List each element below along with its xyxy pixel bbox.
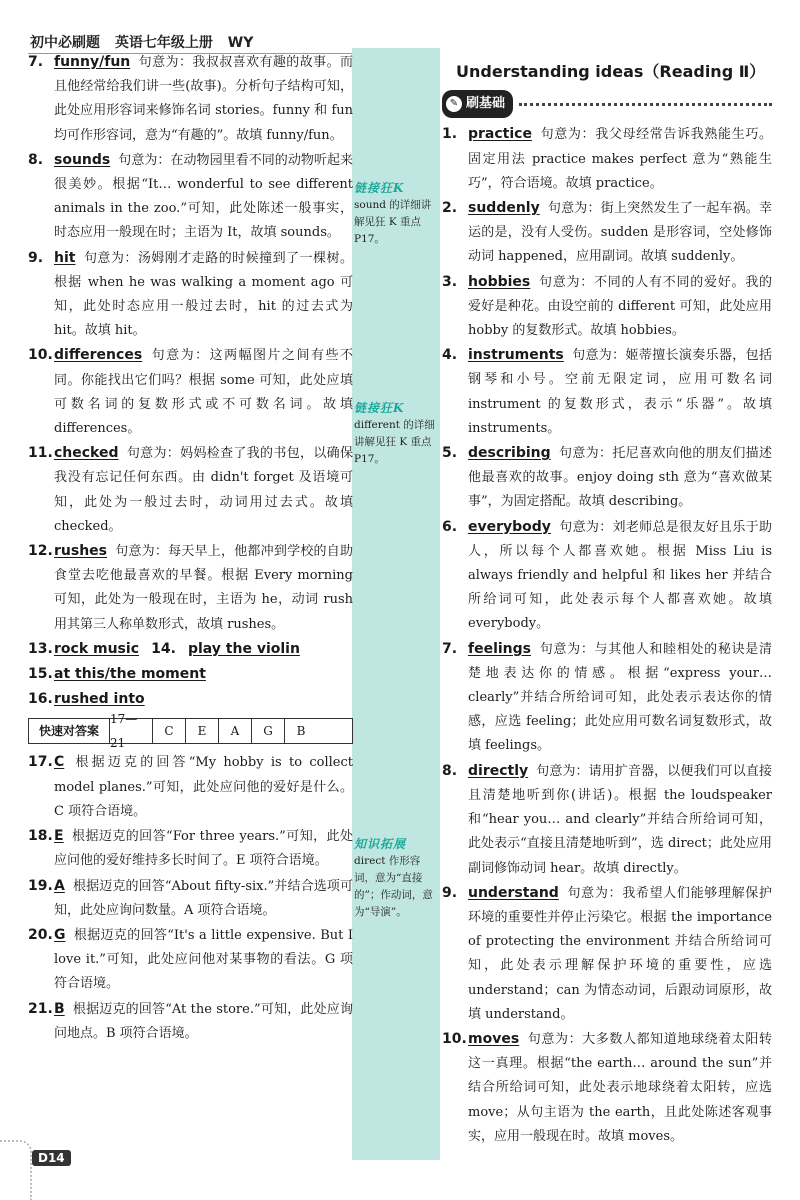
answer-item (442, 1027, 772, 1149)
answer-item (28, 824, 353, 873)
quick-answer-label: 快速对答案 (29, 719, 110, 743)
answer-item (28, 441, 353, 539)
quick-answer-range: 17—21 (110, 719, 153, 743)
item-explanation: 句意为：托尼喜欢向他的朋友们描述他最喜欢的故事。enjoy doing sth 意为“喜欢做某事”，为固定搭配。故填 describing。 (468, 446, 772, 510)
answer-item (28, 539, 353, 637)
answer-item (442, 441, 772, 515)
item-explanation: 句意为：我希望人们能够理解保护环境的重要性并停止污染它。根据 the importance of protecting the environment 并结合所给词可知，此处表示理解保护环境的重要性，应选 understand；can 为情态动词，后跟动词原形，故填 understand。 (468, 885, 772, 1022)
quick-answer-cell: A (219, 719, 252, 743)
item-number: 21. (28, 1000, 53, 1017)
item-number: 1. (442, 126, 458, 143)
item-number: 2. (442, 200, 458, 217)
quick-answer-cell: G (252, 719, 285, 743)
item-answer: understand (468, 884, 559, 901)
note-text: sound 的详细讲解见狂 K 重点 P17。 (354, 199, 432, 245)
item-answer: E (54, 828, 64, 845)
item-explanation: 根据迈克的回答“About fifty-six.”并结合选项可知，此处应询问数量。A 项符合语境。 (54, 878, 353, 918)
item-number: 11. (28, 445, 53, 462)
answer-item (442, 515, 772, 637)
answer-item (442, 881, 772, 1027)
item-explanation: 句意为：在动物园里看不同的动物听起来很美妙。根据“It… wonderful to see different animals in the zoo.”可知，此处陈述一般事实，时态应用一般现在时；主语为 It，故填 sounds。 (54, 152, 353, 241)
margin-note-different (354, 400, 438, 468)
item-number: 20. (28, 926, 53, 943)
item-explanation: 根据迈克的回答“My hobby is to collect model planes.”可知，此处应问他的爱好是什么。C 项符合语境。 (54, 755, 353, 819)
answer-item (442, 343, 772, 441)
item-number: 8. (442, 762, 458, 779)
item-answer: C (54, 754, 65, 771)
item-number: 12. (28, 543, 53, 560)
answer-item (28, 750, 353, 824)
item-number: 18. (28, 828, 53, 845)
item-number: 14. (151, 640, 176, 657)
answer-item (442, 637, 772, 759)
item-number: 17. (28, 754, 53, 771)
item-answer: play the violin (187, 640, 300, 657)
answer-item (28, 997, 353, 1046)
item-number: 15. (28, 666, 53, 683)
book-series: 初中必刷题 (30, 35, 100, 51)
item-number: 16. (28, 691, 53, 708)
item-explanation: 句意为：请用扩音器，以便我们可以直接且清楚地听到你(讲话)。根据 the loudspeaker 和“hear you… and clearly”并结合所给词可知，此处表示“直接且清楚地听到”，选 direct；此处应用副词修饰动词 hear。故填 directly。 (468, 763, 772, 876)
section-badge (442, 90, 513, 118)
answer-item (442, 196, 772, 270)
section-badge-label: 刷基础 (466, 96, 506, 112)
answer-item (28, 148, 353, 246)
quick-answer-cell: C (153, 719, 186, 743)
note-text: direct 作形容词，意为“直接的”；作动词，意为“导演”。 (354, 855, 433, 918)
margin-note-sound (354, 180, 438, 248)
item-number: 7. (442, 640, 458, 657)
quick-answer-table (28, 712, 353, 751)
section-badge-row (442, 90, 772, 118)
item-answer: at this/the moment (54, 666, 206, 683)
page-number: D14 (32, 1150, 71, 1166)
item-explanation: 句意为：刘老师总是很友好且乐于助人，所以每个人都喜欢她。根据 Miss Liu is always friendly and helpful 和 likes her 并结合所给词可知，此处表示每个人都喜欢她。故填 everybody。 (468, 519, 772, 632)
quick-answer-cell: E (186, 719, 219, 743)
item-answer: directly (468, 762, 529, 779)
item-number: 10. (28, 347, 53, 364)
section-title: Understanding ideas（Reading Ⅱ） (456, 62, 766, 81)
book-edition: WY (227, 35, 254, 51)
item-number: 10. (442, 1030, 467, 1047)
item-answer: rock music (54, 640, 139, 657)
note-title: 链接狂K (354, 401, 405, 415)
item-explanation: 句意为：我叔叔喜欢有趣的故事。而且他经常给我们讲一些(故事)。分析句子结构可知，此处应用形容词来修饰名词 stories。funny 和 fun 均可作形容词，意为“有趣的”。故填 funny/fun。 (54, 55, 353, 143)
right-column (442, 60, 772, 1149)
item-number: 9. (28, 249, 44, 266)
item-answer: checked (54, 445, 119, 462)
item-answer: practice (468, 126, 532, 143)
item-answer: describing (468, 445, 551, 462)
quick-answer-cell: B (296, 724, 306, 739)
short-answer-row (28, 637, 353, 662)
book-subject: 英语七年级上册 (114, 35, 213, 51)
item-explanation: 句意为：姬蒂擅长演奏乐器，包括钢琴和小号。空前无限定词，应用可数名词 instrument 的复数形式，表示“乐器”。故填 instruments。 (468, 348, 772, 436)
page-corner-decoration (0, 1140, 32, 1200)
margin-note-direct (354, 836, 438, 921)
item-number: 4. (442, 347, 458, 364)
item-answer: hobbies (468, 273, 531, 290)
item-explanation: 句意为：汤姆刚才走路的时候撞到了一棵树。根据 when he was walking a moment ago 可知，此处时态应用一般过去时，hit 的过去式为 hit。故填 hit。 (54, 250, 353, 339)
brush-icon: ✎ (446, 96, 462, 112)
item-number: 19. (28, 877, 53, 894)
short-answer-row (28, 662, 353, 687)
item-answer: funny/fun (54, 54, 131, 70)
dotted-divider (519, 103, 772, 106)
item-explanation: 句意为：这两幅图片之间有些不同。你能找出它们吗？根据 some 可知，此处应填可数名词的复数形式或不可数名词。故填 differences。 (54, 348, 353, 437)
item-number: 8. (28, 151, 44, 168)
item-answer: B (54, 1000, 65, 1017)
item-explanation: 根据迈克的回答“It's a little expensive. But I love it.”可知，此处应问他对某事物的看法。G 项符合语境。 (54, 927, 353, 992)
answer-item (442, 122, 772, 196)
item-answer: differences (54, 347, 143, 364)
item-answer: suddenly (468, 200, 540, 217)
item-explanation: 句意为：街上突然发生了一起车祸。幸运的是，没有人受伤。sudden 是形容词，空处修饰动词 happened，应用副词。故填 suddenly。 (468, 201, 772, 265)
answer-item (28, 50, 353, 148)
item-explanation: 根据迈克的回答“For three years.”可知，此处应问他的爱好维持多长时间了。E 项符合语境。 (54, 829, 353, 869)
item-answer: feelings (468, 640, 531, 657)
item-answer: hit (54, 249, 76, 266)
answer-item (28, 343, 353, 441)
left-column (28, 50, 353, 1046)
answer-item (28, 923, 353, 997)
item-answer: rushes (54, 543, 107, 560)
item-number: 9. (442, 884, 458, 901)
answer-item (442, 270, 772, 344)
item-answer: instruments (468, 347, 564, 364)
item-explanation: 根据迈克的回答“At the store.”可知，此处应询问地点。B 项符合语境。 (54, 1001, 353, 1041)
note-text: different 的详细讲解见狂 K 重点 P17。 (354, 419, 435, 465)
item-number: 13. (28, 640, 53, 657)
item-number: 6. (442, 518, 458, 535)
item-explanation: 句意为：每天早上，他都冲到学校的自助食堂去吃他最喜欢的早餐。根据 Every morning 可知，此处为一般现在时，主语为 he，动词 rush 用其第三人称单数形式，故填 rushes。 (54, 544, 353, 632)
item-answer: sounds (54, 151, 111, 168)
item-answer: A (54, 877, 65, 894)
short-answer-row (28, 687, 353, 712)
item-number: 5. (442, 445, 458, 462)
item-explanation: 句意为：我父母经常告诉我熟能生巧。固定用法 practice makes perfect 意为“熟能生巧”，符合语境。故填 practice。 (468, 127, 772, 191)
answer-item (28, 874, 353, 923)
note-title: 链接狂K (354, 181, 405, 195)
answer-item (442, 759, 772, 881)
item-explanation: 句意为：不同的人有不同的爱好。我的爱好是种花。由设空前的 different 可知，此处应用 hobby 的复数形式。故填 hobbies。 (468, 274, 772, 339)
item-number: 7. (28, 54, 44, 70)
item-answer: rushed into (54, 691, 145, 708)
item-explanation: 句意为：大多数人都知道地球绕着太阳转这一真理。根据“the earth… around the sun”并结合所给词可知，此处表示地球绕着太阳转，应选 move；从句主语为 the earth，且此处陈述客观事实，应用一般现在时。故填 moves。 (468, 1031, 772, 1144)
item-number: 3. (442, 273, 458, 290)
item-answer: moves (468, 1030, 520, 1047)
item-answer: everybody (468, 518, 551, 535)
note-title: 知识拓展 (354, 837, 407, 851)
item-answer: G (54, 926, 66, 943)
item-explanation: 句意为：妈妈检查了我的书包，以确保我没有忘记任何东西。由 didn't forget 及语境可知，此处为一般过去时，动词用过去式。故填 checked。 (54, 446, 353, 534)
item-explanation: 句意为：与其他人和睦相处的秘诀是清楚地表达你的情感。根据“express your… clearly”并结合所给词可知，此处表示表达你的情感，应选 feeling；此处应用可数名词复数形式，故填 feelings。 (468, 641, 772, 754)
answer-item (28, 246, 353, 344)
